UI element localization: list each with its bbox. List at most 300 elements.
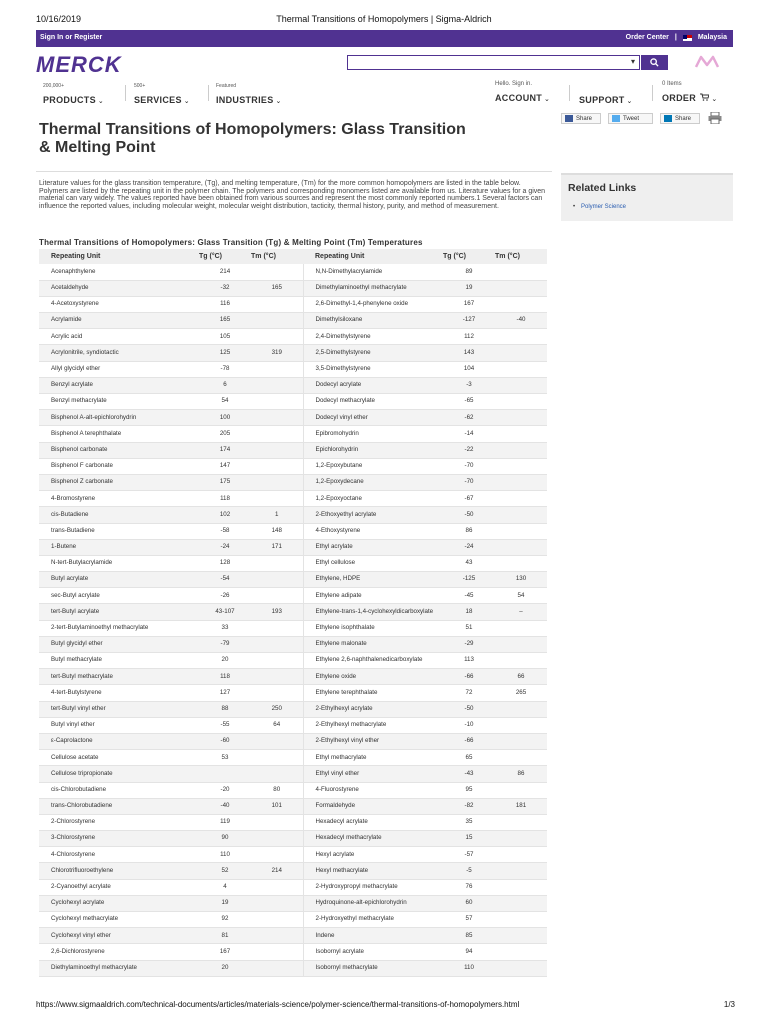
table-row (39, 685, 547, 701)
table-cell: Bisphenol carbonate (39, 442, 199, 458)
table-cell: Benzyl methacrylate (39, 394, 199, 410)
table-row (39, 588, 547, 604)
table-cell: 193 (251, 604, 303, 620)
table-cell (495, 814, 547, 830)
nav-account-greeting: Hello. Sign in. (495, 81, 533, 87)
nav-divider (652, 85, 653, 101)
table-cell (251, 960, 303, 976)
table-cell (495, 523, 547, 539)
merck-logo[interactable]: MERCK (36, 52, 122, 77)
table-cell: 2-tert-Butylaminoethyl methacrylate (39, 620, 199, 636)
nav-industries-tag: Featured (216, 83, 237, 89)
table-cell: 125 (199, 345, 251, 361)
table-cell (251, 410, 303, 426)
search-button[interactable] (641, 55, 668, 70)
table-cell: -40 (495, 313, 547, 329)
chevron-down-icon: ⌄ (542, 96, 550, 103)
table-row (39, 912, 547, 928)
table-cell: sec-Butyl acrylate (39, 588, 199, 604)
table-cell (495, 410, 547, 426)
table-row (39, 523, 547, 539)
nav-divider (208, 85, 209, 101)
table-cell (251, 669, 303, 685)
table-row (39, 491, 547, 507)
table-cell: Ethylene 2,6-naphthalenedicarboxylate (303, 653, 443, 669)
print-date: 10/16/2019 (36, 14, 82, 24)
chevron-down-icon: ⌄ (95, 98, 104, 105)
table-row (39, 960, 547, 976)
facebook-share-label: Share (576, 115, 593, 122)
table-cell: -24 (199, 539, 251, 555)
table-cell: 4-Chlorostyrene (39, 847, 199, 863)
table-cell: -14 (443, 426, 495, 442)
table-cell: Butyl glycidyl ether (39, 636, 199, 652)
table-cell: 54 (199, 394, 251, 410)
table-cell: -70 (443, 458, 495, 474)
table-cell (251, 620, 303, 636)
table-cell: Indene (303, 928, 443, 944)
table-cell: -3 (443, 377, 495, 393)
nav-products[interactable] (43, 83, 104, 108)
nav-support-tag (579, 83, 632, 90)
nav-account-label: ACCOUNT (495, 93, 543, 103)
twitter-tweet-label: Tweet (623, 115, 640, 122)
nav-industries-label: INDUSTRIES (216, 95, 274, 105)
table-cell: 2-Ethylhexyl vinyl ether (303, 733, 443, 749)
table-cell: N,N-Dimethylacrylamide (303, 264, 443, 280)
topbar-separator: | (674, 34, 677, 41)
table-cell (495, 895, 547, 911)
table-cell (251, 750, 303, 766)
table-cell: 66 (495, 669, 547, 685)
table-cell: Dimethylsiloxane (303, 313, 443, 329)
table-cell: Allyl glycidyl ether (39, 361, 199, 377)
table-cell: -32 (199, 280, 251, 296)
table-cell (495, 733, 547, 749)
table-cell (251, 572, 303, 588)
table-cell: 2-Hydroxyethyl methacrylate (303, 912, 443, 928)
table-cell: 113 (443, 653, 495, 669)
table-cell: Bisphenol A-alt-epichlorohydrin (39, 410, 199, 426)
column-header: Tm (°C) (495, 249, 547, 264)
table-cell: -10 (443, 717, 495, 733)
table-cell: 1,2-Epoxyoctane (303, 491, 443, 507)
table-cell (495, 442, 547, 458)
table-cell: 20 (199, 960, 251, 976)
table-cell (495, 296, 547, 312)
table-cell: 86 (495, 766, 547, 782)
table-row (39, 361, 547, 377)
table-cell: 33 (199, 620, 251, 636)
table-cell: 51 (443, 620, 495, 636)
table-cell: 2-Ethylhexyl acrylate (303, 701, 443, 717)
table-cell: -55 (199, 717, 251, 733)
table-cell: Cellulose acetate (39, 750, 199, 766)
table-cell: 118 (199, 669, 251, 685)
table-cell: 52 (199, 863, 251, 879)
print-header (0, 0, 768, 30)
table-cell: 205 (199, 426, 251, 442)
table-row (39, 750, 547, 766)
table-cell: 85 (443, 928, 495, 944)
table-cell: -5 (443, 863, 495, 879)
table-cell: -82 (443, 798, 495, 814)
table-cell: 105 (199, 329, 251, 345)
related-links-panel (561, 173, 733, 221)
table-cell: Hexadecyl acrylate (303, 814, 443, 830)
chevron-down-icon: ⌄ (624, 98, 633, 105)
print-url: https://www.sigmaaldrich.com/technical-documents/articles/materials-science/polymer-science/thermal-transitions-of-homopolymers.html (36, 1000, 520, 1009)
table-cell: 167 (199, 944, 251, 960)
table-cell (251, 296, 303, 312)
table-cell: -79 (199, 636, 251, 652)
table-cell (495, 831, 547, 847)
table-cell (495, 507, 547, 523)
table-cell: -70 (443, 474, 495, 490)
table-cell: 43 (443, 555, 495, 571)
m-brand-icon (695, 55, 719, 69)
nav-services[interactable] (134, 83, 190, 108)
table-cell: Acenaphthylene (39, 264, 199, 280)
table-cell: 60 (443, 895, 495, 911)
column-header: Tm (°C) (251, 249, 303, 264)
table-cell: 4-Ethoxystyrene (303, 523, 443, 539)
table-cell (495, 280, 547, 296)
table-cell: 118 (199, 491, 251, 507)
table-cell: Benzyl acrylate (39, 377, 199, 393)
top-utility-bar (36, 30, 733, 47)
table-cell: 1,2-Epoxybutane (303, 458, 443, 474)
table-row (39, 539, 547, 555)
thermal-transitions-table (39, 249, 547, 977)
table-cell (251, 458, 303, 474)
table-cell: 175 (199, 474, 251, 490)
search-icon (650, 58, 659, 67)
nav-products-count: 200,000+ (43, 83, 64, 89)
table-cell: -20 (199, 782, 251, 798)
linkedin-icon (664, 115, 672, 122)
table-row (39, 280, 547, 296)
table-cell: 6 (199, 377, 251, 393)
print-page-title: Thermal Transitions of Homopolymers | Sigma-Aldrich (276, 14, 492, 24)
table-cell: -65 (443, 394, 495, 410)
table-cell (495, 863, 547, 879)
table-cell (495, 361, 547, 377)
table-cell: 102 (199, 507, 251, 523)
nav-support[interactable] (579, 83, 632, 108)
table-row (39, 798, 547, 814)
table-cell: 214 (199, 264, 251, 280)
table-cell: Cyclohexyl methacrylate (39, 912, 199, 928)
table-cell: ε-Caprolactone (39, 733, 199, 749)
table-cell (495, 377, 547, 393)
linkedin-share-label: Share (675, 115, 692, 122)
table-cell: -78 (199, 361, 251, 377)
table-row (39, 604, 547, 620)
table-cell: cis-Chlorobutadiene (39, 782, 199, 798)
table-cell: -127 (443, 313, 495, 329)
nav-account[interactable] (495, 81, 550, 106)
table-cell: Bisphenol Z carbonate (39, 474, 199, 490)
table-cell (495, 912, 547, 928)
table-row (39, 313, 547, 329)
table-cell: 64 (251, 717, 303, 733)
table-cell: 2,4-Dimethylstyrene (303, 329, 443, 345)
table-cell: Ethylene-trans-1,4-cyclohexyldicarboxylate (303, 604, 443, 620)
table-row (39, 863, 547, 879)
table-cell (495, 539, 547, 555)
table-cell: -54 (199, 572, 251, 588)
table-cell: 72 (443, 685, 495, 701)
table-cell: Cellulose tripropionate (39, 766, 199, 782)
nav-order-label: ORDER (662, 93, 697, 103)
table-cell: Hexyl acrylate (303, 847, 443, 863)
table-cell (251, 847, 303, 863)
table-cell: 3,5-Dimethylstyrene (303, 361, 443, 377)
table-cell: 100 (199, 410, 251, 426)
related-links-heading: Related Links (568, 182, 637, 194)
table-cell: -66 (443, 669, 495, 685)
table-cell (495, 555, 547, 571)
table-cell (251, 264, 303, 280)
table-cell: 130 (495, 572, 547, 588)
table-cell: 112 (443, 329, 495, 345)
table-cell: 110 (443, 960, 495, 976)
table-body (39, 264, 547, 976)
table-cell: Formaldehyde (303, 798, 443, 814)
table-cell: 88 (199, 701, 251, 717)
table-cell: 214 (251, 863, 303, 879)
chevron-down-icon: ⌄ (273, 98, 282, 105)
table-cell: Acrylic acid (39, 329, 199, 345)
table-cell: Butyl vinyl ether (39, 717, 199, 733)
nav-industries[interactable] (216, 83, 281, 108)
table-cell: 101 (251, 798, 303, 814)
table-cell: -62 (443, 410, 495, 426)
twitter-tweet-button[interactable] (608, 113, 653, 124)
table-cell: 86 (443, 523, 495, 539)
facebook-share-button[interactable] (561, 113, 601, 124)
nav-services-count: 500+ (134, 83, 146, 89)
table-cell: 80 (251, 782, 303, 798)
table-cell: Epibromohydrin (303, 426, 443, 442)
search-input[interactable] (347, 55, 640, 70)
twitter-icon (612, 115, 620, 122)
table-cell: -26 (199, 588, 251, 604)
table-cell (251, 474, 303, 490)
country-selector[interactable]: Malaysia (697, 34, 727, 41)
table-cell (251, 831, 303, 847)
table-cell: 4-Acetoxystyrene (39, 296, 199, 312)
table-cell: 89 (443, 264, 495, 280)
table-row (39, 507, 547, 523)
table-cell: -24 (443, 539, 495, 555)
table-cell: Isobornyl methacrylate (303, 960, 443, 976)
table-row (39, 701, 547, 717)
order-center-link[interactable]: Order Center (625, 34, 669, 41)
table-cell (495, 491, 547, 507)
table-row (39, 717, 547, 733)
table-cell: 2-Ethoxyethyl acrylate (303, 507, 443, 523)
topbar-right (626, 34, 727, 41)
print-footer (0, 1000, 768, 1012)
table-cell: Ethyl methacrylate (303, 750, 443, 766)
table-cell: -50 (443, 701, 495, 717)
print-icon[interactable] (708, 112, 722, 124)
table-cell: 110 (199, 847, 251, 863)
table-cell: N-tert-Butylacrylamide (39, 555, 199, 571)
table-cell (251, 426, 303, 442)
table-row (39, 879, 547, 895)
table-cell: 127 (199, 685, 251, 701)
table-cell: Ethylene oxide (303, 669, 443, 685)
table-cell (251, 555, 303, 571)
table-cell: 319 (251, 345, 303, 361)
table-row (39, 895, 547, 911)
nav-divider (569, 85, 570, 101)
table-row (39, 847, 547, 863)
table-header-row (39, 249, 547, 264)
table-cell: Chlorotrifluoroethylene (39, 863, 199, 879)
table-cell (495, 960, 547, 976)
table-cell (251, 912, 303, 928)
table-cell: Hexyl methacrylate (303, 863, 443, 879)
title-divider (36, 171, 552, 172)
table-cell (495, 701, 547, 717)
table-cell (495, 636, 547, 652)
table-cell: Butyl acrylate (39, 572, 199, 588)
table-cell: Cyclohexyl acrylate (39, 895, 199, 911)
table-row (39, 782, 547, 798)
table-row (39, 944, 547, 960)
table-cell: Acetaldehyde (39, 280, 199, 296)
table-row (39, 766, 547, 782)
chevron-down-icon[interactable]: ▾ (630, 57, 635, 66)
table-cell: – (495, 604, 547, 620)
column-header: Tg (°C) (199, 249, 251, 264)
table-cell: trans-Chlorobutadiene (39, 798, 199, 814)
table-cell: 35 (443, 814, 495, 830)
table-cell: 19 (443, 280, 495, 296)
table-cell: -57 (443, 847, 495, 863)
table-row (39, 572, 547, 588)
table-cell: 116 (199, 296, 251, 312)
print-page-number: 1/3 (723, 1000, 735, 1009)
table-cell (251, 685, 303, 701)
nav-services-label: SERVICES (134, 95, 182, 105)
table-cell: Ethylene isophthalate (303, 620, 443, 636)
table-cell: 43-107 (199, 604, 251, 620)
column-header: Repeating Unit (39, 249, 199, 264)
table-cell (251, 879, 303, 895)
table-cell (251, 895, 303, 911)
table-row (39, 636, 547, 652)
table-cell (495, 394, 547, 410)
table-cell: 1-Butene (39, 539, 199, 555)
table-cell (251, 814, 303, 830)
table-cell: -58 (199, 523, 251, 539)
table-cell (495, 847, 547, 863)
table-cell: Cyclohexyl vinyl ether (39, 928, 199, 944)
table-cell: 148 (251, 523, 303, 539)
table-cell: 2,6-Dimethyl-1,4-phenylene oxide (303, 296, 443, 312)
table-cell: 54 (495, 588, 547, 604)
table-cell (251, 928, 303, 944)
table-row (39, 669, 547, 685)
table-cell: 53 (199, 750, 251, 766)
sign-in-link[interactable]: Sign In or Register (40, 34, 103, 41)
table-cell (251, 329, 303, 345)
table-cell: -67 (443, 491, 495, 507)
table-cell: 165 (199, 313, 251, 329)
linkedin-share-button[interactable] (660, 113, 700, 124)
table-cell: 181 (495, 798, 547, 814)
table-row (39, 458, 547, 474)
table-cell: 65 (443, 750, 495, 766)
table-cell: -60 (199, 733, 251, 749)
table-cell (495, 620, 547, 636)
table-cell: 104 (443, 361, 495, 377)
table-cell: Dodecyl methacrylate (303, 394, 443, 410)
table-row (39, 555, 547, 571)
table-cell (495, 474, 547, 490)
table-cell (495, 653, 547, 669)
table-cell (495, 928, 547, 944)
table-cell: 2-Cyanoethyl acrylate (39, 879, 199, 895)
table-cell: 147 (199, 458, 251, 474)
table-cell: 92 (199, 912, 251, 928)
table-cell: -22 (443, 442, 495, 458)
table-cell: 19 (199, 895, 251, 911)
nav-products-label: PRODUCTS (43, 95, 96, 105)
main-nav (36, 83, 733, 105)
nav-support-label: SUPPORT (579, 95, 625, 105)
table-cell (251, 394, 303, 410)
table-cell: 174 (199, 442, 251, 458)
table-row (39, 653, 547, 669)
table-row (39, 733, 547, 749)
table-cell: Diethylaminoethyl methacrylate (39, 960, 199, 976)
table-cell: Ethyl cellulose (303, 555, 443, 571)
table-row (39, 296, 547, 312)
table-cell: 4-Bromostyrene (39, 491, 199, 507)
table-cell: 128 (199, 555, 251, 571)
table-cell (495, 329, 547, 345)
table-cell: 94 (443, 944, 495, 960)
table-cell: 2-Ethylhexyl methacrylate (303, 717, 443, 733)
table-cell: 76 (443, 879, 495, 895)
table-cell: Ethyl acrylate (303, 539, 443, 555)
nav-order[interactable] (662, 81, 717, 106)
table-cell: tert-Butyl acrylate (39, 604, 199, 620)
table-cell: Dodecyl vinyl ether (303, 410, 443, 426)
table-cell: Ethylene adipate (303, 588, 443, 604)
table-cell: Acrylamide (39, 313, 199, 329)
table-cell: Dodecyl acrylate (303, 377, 443, 393)
table-cell: Ethyl vinyl ether (303, 766, 443, 782)
table-row (39, 928, 547, 944)
table-cell: Hexadecyl methacrylate (303, 831, 443, 847)
table-cell: 119 (199, 814, 251, 830)
table-cell: -66 (443, 733, 495, 749)
table-cell: 15 (443, 831, 495, 847)
table-cell: 90 (199, 831, 251, 847)
table-cell: Epichlorohydrin (303, 442, 443, 458)
table-cell (251, 313, 303, 329)
table-cell: -45 (443, 588, 495, 604)
polymer-science-link[interactable]: • Polymer Science (581, 204, 626, 210)
table-row (39, 814, 547, 830)
